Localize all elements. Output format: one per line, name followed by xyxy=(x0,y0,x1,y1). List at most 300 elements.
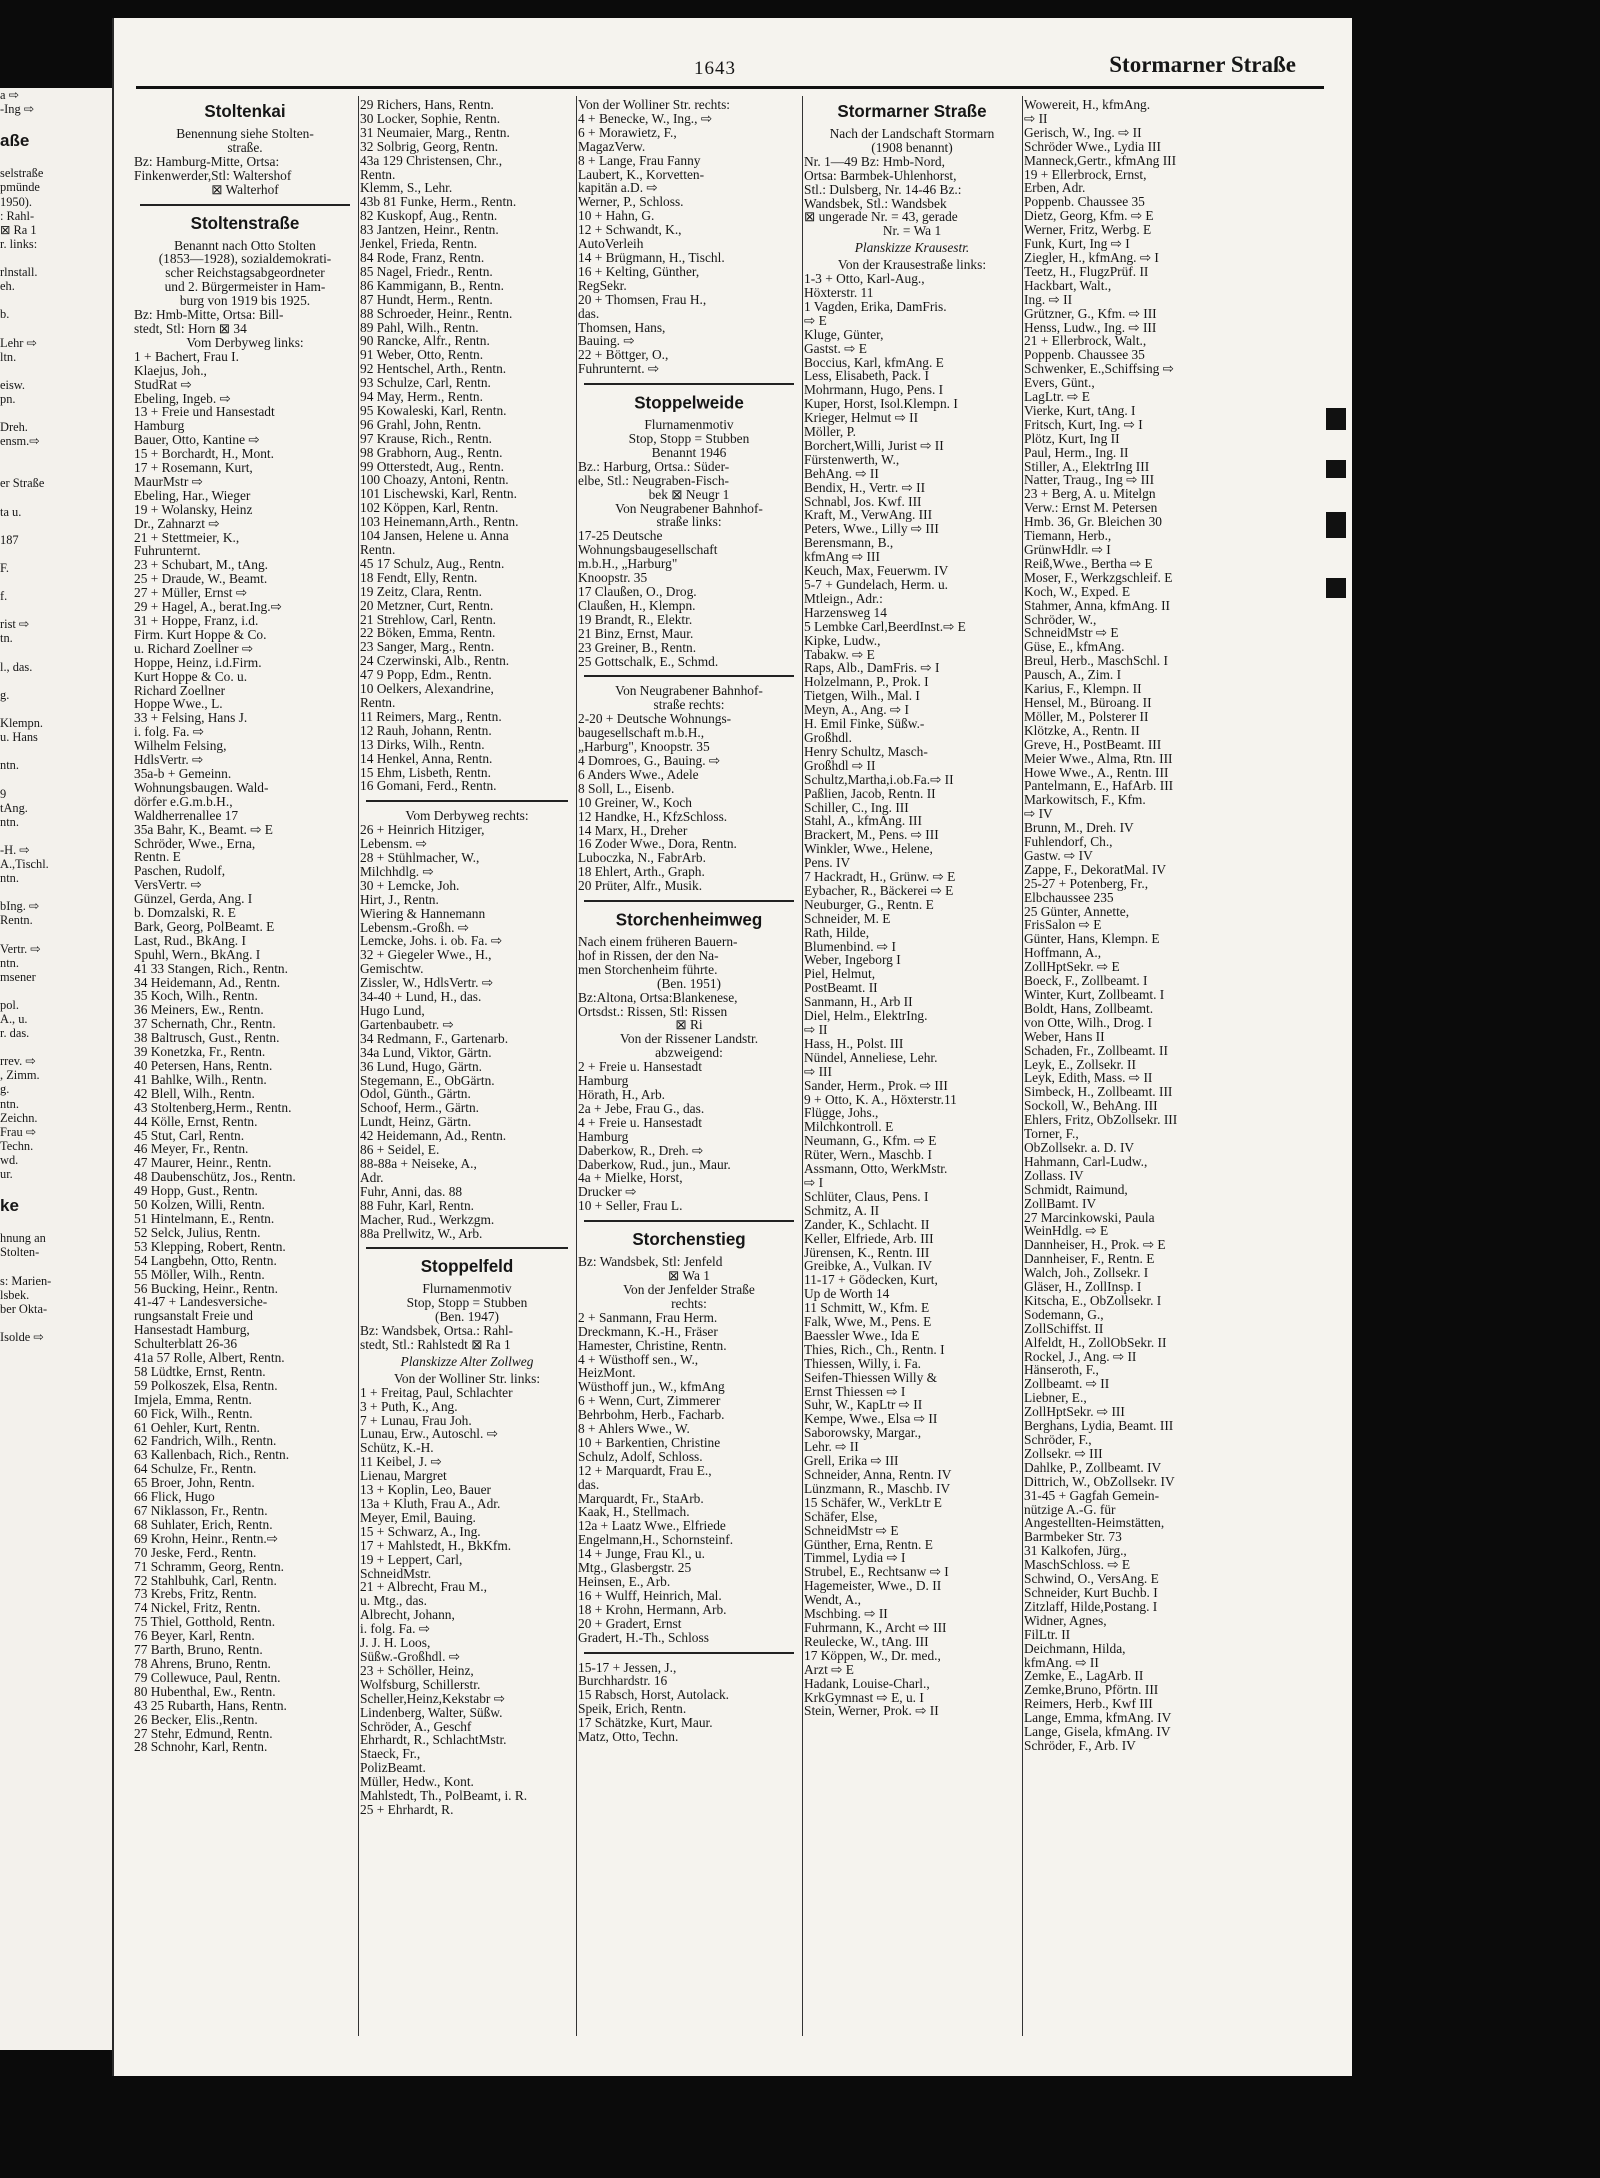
fragment-line: Dreh. xyxy=(0,420,28,435)
directory-entry: Keuch, Max, Feuerwm. IV xyxy=(804,563,949,579)
directory-entry: 20 + Gradert, Ernst xyxy=(578,1615,682,1631)
directory-entry: das. xyxy=(578,305,600,321)
directory-entry: Gastw. ⇨ IV xyxy=(1024,847,1093,863)
fragment-line: eh. xyxy=(0,279,15,294)
directory-entry: 48 Daubenschütz, Jos., Rentn. xyxy=(134,1169,296,1185)
directory-entry: Schäfer, Else, xyxy=(804,1508,878,1524)
directory-entry: Funk, Kurt, Ing ⇨ I xyxy=(1024,236,1130,252)
fragment-line: pn. xyxy=(0,391,16,406)
fragment-heading: ke xyxy=(0,1196,19,1216)
directory-entry: 8 + Ahlers Wwe., W. xyxy=(578,1421,690,1437)
directory-entry: 38 Baltrusch, Gust., Rentn. xyxy=(134,1030,280,1046)
directory-entry: 90 Rancke, Alfr., Rentn. xyxy=(360,333,490,349)
fragment-line: Techn. xyxy=(0,1138,34,1153)
directory-entry: Stahmer, Anna, kfmAng. II xyxy=(1024,597,1170,613)
directory-entry: Poppenb. Chaussee 35 xyxy=(1024,194,1145,210)
directory-entry: 31-45 + Gagfah Gemein- xyxy=(1024,1487,1160,1503)
directory-entry: Lienau, Margret xyxy=(360,1468,447,1484)
directory-entry: 31 Kalkofen, Jürg., xyxy=(1024,1543,1127,1559)
fragment-line: ntn. xyxy=(0,758,19,773)
directory-entry: „Harburg", Knoopstr. 35 xyxy=(578,739,710,755)
directory-entry: ZollHptSekr. ⇨ E xyxy=(1024,959,1120,975)
directory-entry: Weber, Hans II xyxy=(1024,1028,1105,1044)
directory-entry: KrkGymnast ⇨ E, u. I xyxy=(804,1689,924,1705)
directory-entry: Burchhardstr. 16 xyxy=(578,1673,668,1689)
directory-entry: Schoof, Herm., Gärtn. xyxy=(360,1100,479,1116)
directory-entry: Up de Worth 14 xyxy=(804,1286,890,1302)
directory-entry: 104 Jansen, Helene u. Anna xyxy=(360,528,509,544)
directory-entry: Güse, E., kfmAng. xyxy=(1024,639,1125,655)
directory-entry: 6 + Wenn, Curt, Zimmerer xyxy=(578,1393,721,1409)
directory-entry: Boldt, Hans, Zollbeamt. xyxy=(1024,1000,1154,1016)
directory-entry: Daberkow, Rud., jun., Maur. xyxy=(578,1156,731,1172)
directory-entry: 35 Koch, Wilh., Rentn. xyxy=(134,988,258,1004)
directory-entry: Fuhrmann, K., Archt ⇨ III xyxy=(804,1619,947,1635)
centered-note: rechts: xyxy=(671,1295,707,1311)
directory-entry: LagLtr. ⇨ E xyxy=(1024,389,1090,405)
directory-entry: 8 + Lange, Frau Fanny xyxy=(578,152,701,168)
fragment-line: A.,Tischl. xyxy=(0,856,49,871)
directory-entry: i. folg. Fa. ⇨ xyxy=(134,724,204,740)
directory-entry: 32 + Giegeler Wwe., H., xyxy=(360,947,492,963)
directory-entry: Kraft, M., VerwAng. III xyxy=(804,507,933,523)
directory-entry: Last, Rud., BkAng. I xyxy=(134,932,246,948)
directory-entry: 10 Greiner, W., Koch xyxy=(578,794,693,810)
directory-entry: Hoppe, Heinz, i.d.Firm. xyxy=(134,654,262,670)
fragment-line: rrev. ⇨ xyxy=(0,1054,36,1069)
directory-entry: Thies, Rich., Ch., Rentn. I xyxy=(804,1341,945,1357)
fragment-line xyxy=(0,1316,112,1330)
directory-entry: Mtg., Glasbergstr. 25 xyxy=(578,1560,692,1576)
directory-entry: HeizMont. xyxy=(578,1365,636,1381)
fragment-line: a ⇨ xyxy=(0,88,19,102)
directory-entry: Hoffmann, A., xyxy=(1024,945,1102,961)
directory-entry: Verw.: Ernst M. Petersen xyxy=(1024,500,1158,516)
directory-entry: Kipke, Ludw., xyxy=(804,632,881,648)
directory-entry: Hmb. 36, Gr. Bleichen 30 xyxy=(1024,514,1162,530)
directory-entry: Ehrhardt, R., SchlachtMstr. xyxy=(360,1732,507,1748)
directory-entry: 13 + Freie und Hansestadt xyxy=(134,404,275,420)
directory-entry: Imjela, Emma, Rentn. xyxy=(134,1391,252,1407)
directory-entry: 12 + Marquardt, Frau E., xyxy=(578,1462,712,1478)
directory-entry: Sodemann, G., xyxy=(1024,1306,1104,1322)
directory-entry: das. xyxy=(578,1476,600,1492)
directory-entry: Pausch, A., Zim. I xyxy=(1024,667,1122,683)
directory-entry: BehAng. ⇨ II xyxy=(804,465,879,481)
directory-entry: kapitän a.D. ⇨ xyxy=(578,180,658,196)
directory-entry: Sockoll, W., BehAng. III xyxy=(1024,1098,1158,1114)
directory-entry: Hörath, H., Arb. xyxy=(578,1087,666,1102)
section-rule xyxy=(584,675,794,677)
centered-note: (1908 benannt) xyxy=(871,139,953,155)
directory-entry: Neumann, G., Kfm. ⇨ E xyxy=(804,1133,937,1149)
fragment-line xyxy=(0,1181,112,1195)
column-3 xyxy=(578,98,800,2036)
column-2 xyxy=(360,98,574,2036)
centered-note: abzweigend: xyxy=(655,1045,723,1061)
directory-entry: Arzt ⇨ E xyxy=(804,1661,854,1677)
fragment-line: Klempn. xyxy=(0,716,44,731)
directory-entry: 23 Sanger, Marg., Rentn. xyxy=(360,639,495,655)
directory-entry: 88a Prellwitz, W., Arb. xyxy=(360,1225,483,1241)
fragment-line xyxy=(0,448,112,462)
fragment-line: ta u. xyxy=(0,504,22,519)
directory-entry: MaurMstr ⇨ xyxy=(134,473,203,489)
directory-entry: 23 + Schöller, Heinz, xyxy=(360,1662,474,1678)
directory-entry: Schlüter, Claus, Pens. I xyxy=(804,1188,929,1204)
centered-note: (Ben. 1951) xyxy=(657,975,721,991)
directory-entry: Less, Elisabeth, Pack. I xyxy=(804,368,929,384)
directory-entry: 40 Petersen, Hans, Rentn. xyxy=(134,1058,273,1073)
directory-entry: 11-17 + Gödecken, Kurt, xyxy=(804,1272,938,1288)
directory-entry: rungsanstalt Freie und xyxy=(134,1308,254,1324)
directory-entry: Mohrmann, Hugo, Pens. I xyxy=(804,382,944,398)
directory-entry: 27 Stehr, Edmund, Rentn. xyxy=(134,1725,273,1741)
directory-entry: 10 Oelkers, Alexandrine, xyxy=(360,681,494,697)
directory-entry: Hamburg xyxy=(134,418,185,434)
directory-entry: Kluge, Günter, xyxy=(804,326,884,342)
directory-entry: Markowitsch, F., Kfm. xyxy=(1024,792,1146,808)
directory-entry: ZollBamt. IV xyxy=(1024,1195,1097,1211)
directory-entry: Harzensweg 14 xyxy=(804,604,887,620)
directory-entry: Möller, M., Polsterer II xyxy=(1024,708,1149,724)
fragment-line: er Straße xyxy=(0,476,45,491)
directory-entry: Hoppe Wwe., L. xyxy=(134,696,223,712)
directory-entry: Neuburger, G., Rentn. E xyxy=(804,896,934,912)
directory-entry: 29 + Hagel, A., berat.Ing.⇨ xyxy=(134,599,282,615)
directory-entry: SchneidMstr ⇨ E xyxy=(804,1522,899,1538)
directory-entry: dörfer e.G.m.b.H., xyxy=(134,793,233,809)
directory-entry: Ortsdst.: Rissen, Stl: Rissen xyxy=(578,1003,728,1019)
directory-entry: 42 Heidemann, Ad., Rentn. xyxy=(360,1128,507,1144)
fragment-line: 187 xyxy=(0,532,19,547)
directory-entry: 17 + Rosemann, Kurt, xyxy=(134,460,253,476)
centered-note: Stop, Stopp = Stubben xyxy=(406,1295,528,1311)
directory-entry: 14 Marx, H., Dreher xyxy=(578,822,688,838)
directory-entry: Zollbeamt. ⇨ II xyxy=(1024,1376,1110,1392)
directory-entry: 42 Blell, Wilh., Rentn. xyxy=(134,1085,255,1101)
fragment-line xyxy=(0,1040,112,1054)
directory-entry: Bz:Altona, Ortsa:Blankenese, xyxy=(578,989,738,1005)
directory-entry: Gläser, H., ZollInsp. I xyxy=(1024,1279,1142,1295)
directory-entry: Plötz, Kurt, Ing II xyxy=(1024,430,1120,446)
centered-note: straße rechts: xyxy=(653,697,725,713)
directory-entry: 9 + Otto, K. A., Höxterstr.11 xyxy=(804,1091,957,1107)
directory-entry: Wohnungsbaugen. Wald- xyxy=(134,779,269,795)
directory-entry: Bz: Hamburg-Mitte, Ortsa: xyxy=(134,153,280,169)
directory-entry: Kempe, Wwe., Elsa ⇨ II xyxy=(804,1411,938,1427)
directory-entry: 18 + Krohn, Hermann, Arb. xyxy=(578,1601,727,1617)
directory-entry: hof in Rissen, der den Na- xyxy=(578,947,719,963)
fragment-line: -Ing ⇨ xyxy=(0,102,35,117)
fragment-line: ensm.⇨ xyxy=(0,434,40,449)
directory-entry: 18 Ehlert, Arth., Graph. xyxy=(578,864,705,880)
directory-entry: 21 Strehlow, Carl, Rentn. xyxy=(360,611,496,627)
directory-entry: StudRat ⇨ xyxy=(134,376,192,392)
fragment-line: ntn. xyxy=(0,1096,19,1111)
fragment-line xyxy=(0,1260,112,1274)
directory-entry: 75 Thiel, Gotthold, Rentn. xyxy=(134,1614,276,1630)
directory-entry: Schröder, F., xyxy=(1024,1432,1092,1447)
fragment-line: eisw. xyxy=(0,377,26,392)
directory-entry: FrisSalon ⇨ E xyxy=(1024,917,1102,933)
directory-entry: Nr. 1—49 Bz: Hmb-Nord, xyxy=(804,153,945,169)
directory-entry: 30 Locker, Sophie, Rentn. xyxy=(360,110,501,126)
directory-entry: 27 Marcinkowski, Paula xyxy=(1024,1209,1155,1225)
directory-entry: 39 Konetzka, Fr., Rentn. xyxy=(134,1044,266,1060)
directory-entry: 15 Schäfer, W., VerkLtr E xyxy=(804,1494,942,1510)
centered-note: scher Reichstagsabgeordneter xyxy=(165,265,325,281)
directory-entry: Zemke, E., LagArb. II xyxy=(1024,1668,1144,1684)
directory-entry: Tietgen, Wilh., Mal. I xyxy=(804,688,920,704)
directory-entry: Schmitz, A. II xyxy=(804,1202,880,1218)
directory-entry: Pantelmann, E., HafArb. III xyxy=(1024,778,1174,794)
directory-entry: Fuhrunternt. ⇨ xyxy=(578,361,660,377)
directory-entry: Wilhelm Felsing, xyxy=(134,738,227,754)
directory-entry: 64 Schulze, Fr., Rentn. xyxy=(134,1461,257,1477)
directory-entry: Dannheiser, H., Prok. ⇨ E xyxy=(1024,1237,1166,1253)
directory-entry: Wolfsburg, Schillerstr. xyxy=(360,1676,481,1692)
directory-entry: 19 Zeitz, Clara, Rentn. xyxy=(360,583,482,599)
directory-entry: Brackert, M., Pens. ⇨ III xyxy=(804,827,939,843)
directory-entry: 47 9 Popp, Edm., Rentn. xyxy=(360,667,492,683)
directory-entry: Matz, Otto, Techn. xyxy=(578,1729,679,1745)
directory-entry: Tiemann, Herb., xyxy=(1024,528,1112,544)
fragment-line: b. xyxy=(0,307,10,322)
directory-entry: Knoopstr. 35 xyxy=(578,570,648,586)
directory-entry: Schiller, C., Ing. III xyxy=(804,799,909,815)
directory-entry: Mtleign., Adr.: xyxy=(804,590,883,606)
fragment-line xyxy=(0,829,112,843)
directory-entry: Engelmann,H., Schornsteinf. xyxy=(578,1532,734,1548)
section-rule xyxy=(366,800,568,802)
fragment-line: l., das. xyxy=(0,659,33,674)
directory-entry: Gastst. ⇨ E xyxy=(804,340,867,356)
directory-entry: elbe, Stl.: Neugraben-Fisch- xyxy=(578,472,729,488)
directory-entry: Dietz, Georg, Kfm. ⇨ E xyxy=(1024,208,1154,224)
directory-entry: 43b 81 Funke, Herm., Rentn. xyxy=(360,194,517,210)
directory-entry: Piel, Helmut, xyxy=(804,966,876,982)
directory-entry: 96 Grahl, John, Rentn. xyxy=(360,416,482,432)
header-rule xyxy=(136,86,1324,89)
directory-entry: 2-20 + Deutsche Wohnungs- xyxy=(578,711,732,727)
directory-entry: 95 Kowaleski, Karl, Rentn. xyxy=(360,402,507,418)
fragment-line xyxy=(0,744,112,758)
directory-entry: Paßlien, Jacob, Rentn. II xyxy=(804,785,936,801)
street-heading: Stoltenstraße xyxy=(190,213,300,233)
directory-entry: Lundt, Heinz, Gärtn. xyxy=(360,1114,472,1130)
directory-entry: 23 Greiner, B., Rentn. xyxy=(578,639,697,655)
directory-entry: Hagemeister, Wwe., D. II xyxy=(804,1578,942,1594)
directory-entry: Klemm, S., Lehr. xyxy=(360,180,453,196)
directory-entry: 47 Maurer, Heinr., Rentn. xyxy=(134,1155,272,1171)
directory-entry: 1 Vagden, Erika, DamFris. xyxy=(804,298,947,314)
directory-entry: 73 Krebs, Fritz, Rentn. xyxy=(134,1586,257,1602)
directory-entry: Elbchaussee 235 xyxy=(1024,889,1114,905)
directory-page xyxy=(112,18,1354,2076)
directory-entry: Werner, P., Schloss. xyxy=(578,194,684,210)
fragment-line xyxy=(0,251,112,265)
fragment-line: selstraße xyxy=(0,166,44,181)
directory-entry: 15 Rabsch, Horst, Autolack. xyxy=(578,1687,729,1703)
directory-entry: 10 + Seller, Frau L. xyxy=(578,1198,683,1214)
directory-entry: Schneider, Kurt Buchb. I xyxy=(1024,1584,1158,1600)
centered-note: und 2. Bürgermeister in Ham- xyxy=(164,279,326,295)
directory-entry: 31 Neumaier, Marg., Rentn. xyxy=(360,124,510,140)
directory-entry: Albrecht, Johann, xyxy=(360,1607,455,1623)
directory-entry: 28 Schnohr, Karl, Rentn. xyxy=(134,1739,268,1755)
directory-entry: 7 Hackradt, H., Grünw. ⇨ E xyxy=(804,869,956,885)
directory-entry: 21 Binz, Ernst, Maur. xyxy=(578,625,694,641)
directory-entry: Widner, Agnes, xyxy=(1024,1612,1107,1628)
directory-entry: Höxterstr. 11 xyxy=(804,284,874,300)
directory-entry: nützige A.-G. für xyxy=(1024,1501,1116,1517)
directory-entry: 72 Stahlbuhk, Carl, Rentn. xyxy=(134,1572,277,1588)
directory-entry: 1 + Freitag, Paul, Schlachter xyxy=(360,1384,513,1400)
directory-entry: Peters, Wwe., Lilly ⇨ III xyxy=(804,521,939,537)
directory-entry: Bz: Wandsbek, Stl: Jenfeld xyxy=(578,1254,723,1270)
fragment-line: bIng. ⇨ xyxy=(0,899,40,914)
directory-entry: 43 25 Rubarth, Hans, Rentn. xyxy=(134,1697,287,1713)
fragment-line: lsbek. xyxy=(0,1287,30,1302)
fragment-line: ltn. xyxy=(0,349,17,364)
directory-entry: Rentn. xyxy=(360,166,396,182)
directory-entry: Milchhdlg. ⇨ xyxy=(360,863,434,879)
directory-entry: Hamester, Christine, Rentn. xyxy=(578,1337,727,1353)
directory-entry: PostBeamt. II xyxy=(804,980,878,996)
directory-entry: Schultz,Martha,i.ob.Fa.⇨ II xyxy=(804,771,954,787)
fragment-heading: aße xyxy=(0,131,30,151)
directory-entry: ⇨ IV xyxy=(1024,806,1053,822)
directory-entry: Boccius, Karl, kfmAng. E xyxy=(804,354,944,370)
directory-entry: Finkenwerder,Stl: Waltershof xyxy=(134,167,292,183)
directory-entry: Hirt, J., Rentn. xyxy=(360,891,439,907)
directory-entry: 25-27 + Potenberg, Fr., xyxy=(1024,875,1149,891)
directory-entry: Lange, Gisela, kfmAng. IV xyxy=(1024,1724,1171,1740)
street-heading: Stoltenkai xyxy=(204,101,286,122)
directory-entry: 78 Ahrens, Bruno, Rentn. xyxy=(134,1655,271,1671)
directory-entry: Greibke, A., Vulkan. IV xyxy=(804,1258,932,1274)
directory-entry: Hänseroth, F., xyxy=(1024,1362,1099,1378)
directory-entry: ZollHptSekr. ⇨ III xyxy=(1024,1404,1125,1420)
directory-entry: Saborowsky, Margar., xyxy=(804,1425,922,1441)
directory-entry: Rentn. xyxy=(360,694,396,710)
directory-entry: Rockel, J., Ang. ⇨ II xyxy=(1024,1348,1137,1364)
directory-entry: Schütz, K.-H. xyxy=(360,1440,434,1456)
directory-entry: Karius, F., Klempn. II xyxy=(1024,681,1142,697)
column-1 xyxy=(134,98,356,2036)
directory-entry: Dreckmann, K.-H., Fräser xyxy=(578,1323,718,1339)
fragment-line xyxy=(0,772,112,786)
directory-entry: 80 Hubenthal, Ew., Rentn. xyxy=(134,1683,276,1699)
directory-entry: Werner, Fritz, Werbg. E xyxy=(1024,222,1152,238)
directory-entry: 87 Hundt, Herm., Rentn. xyxy=(360,291,493,307)
directory-entry: 17 Schätzke, Kurt, Maur. xyxy=(578,1715,713,1731)
directory-entry: Meyer, Emil, Bauing. xyxy=(360,1509,476,1525)
directory-entry: 85 Nagel, Friedr., Rentn. xyxy=(360,263,493,279)
directory-entry: Zander, K., Schlacht. II xyxy=(804,1216,930,1232)
directory-entry: 69 Krohn, Heinr., Rentn.⇨ xyxy=(134,1530,278,1546)
directory-entry: ⇨ I xyxy=(804,1174,824,1190)
centered-note: Von Neugrabener Bahnhof- xyxy=(615,683,763,699)
centered-note: ⊠ Ri xyxy=(675,1017,703,1033)
directory-entry: 98 Grabhorn, Aug., Rentn. xyxy=(360,444,503,460)
directory-entry: Günther, Erna, Rentn. E xyxy=(804,1536,933,1552)
fragment-line: r. das. xyxy=(0,1026,30,1041)
directory-entry: Falk, Wwe, M., Pens. E xyxy=(804,1314,932,1330)
directory-entry: MagazVerw. xyxy=(578,138,646,154)
directory-entry: Kurt Hoppe & Co. u. xyxy=(134,668,248,684)
directory-entry: 1 + Bachert, Frau I. xyxy=(134,348,239,364)
directory-entry: u. Mtg., das. xyxy=(360,1593,427,1609)
fragment-line: g. xyxy=(0,1082,10,1097)
directory-entry: Daberkow, R., Dreh. ⇨ xyxy=(578,1142,704,1158)
directory-entry: Heinsen, E., Arb. xyxy=(578,1574,671,1589)
directory-entry: 5 Lembke Carl,BeerdInst.⇨ E xyxy=(804,618,966,634)
directory-entry: 29 Richers, Hans, Rentn. xyxy=(360,98,494,112)
directory-entry: Eybacher, R., Bäckerei ⇨ E xyxy=(804,882,954,898)
directory-entry: Lunau, Erw., Autoschl. ⇨ xyxy=(360,1426,498,1442)
directory-entry: Hamburg xyxy=(578,1073,629,1089)
directory-entry: 12 Rauh, Johann, Rentn. xyxy=(360,722,492,738)
directory-entry: Ebeling, Ingeb. ⇨ xyxy=(134,390,231,406)
fragment-line: rlnstall. xyxy=(0,265,38,280)
directory-entry: Hadank, Louise-Charl., xyxy=(804,1675,930,1691)
directory-entry: 86 + Seidel, E. xyxy=(360,1142,440,1158)
fragment-line xyxy=(0,321,112,335)
directory-entry: Angestellten-Heimstätten, xyxy=(1024,1515,1165,1531)
directory-entry: 63 Kallenbach, Rich., Rentn. xyxy=(134,1447,290,1463)
directory-entry: 99 Otterstedt, Aug., Rentn. xyxy=(360,458,504,474)
directory-entry: Thiessen, Willy, i. Fa. xyxy=(804,1355,921,1371)
directory-entry: 70 Jeske, Ferd., Rentn. xyxy=(134,1544,257,1560)
section-rule xyxy=(584,383,794,385)
fragment-line: u. Hans xyxy=(0,730,38,745)
directory-entry: Hass, H., Polst. III xyxy=(804,1035,904,1051)
directory-entry: Bz.: Harburg, Ortsa.: Süder- xyxy=(578,458,730,474)
directory-entry: Hamburg xyxy=(578,1128,629,1144)
street-heading: Stormarner Straße xyxy=(837,101,987,122)
directory-entry: Berghans, Lydia, Beamt. III xyxy=(1024,1418,1174,1434)
directory-entry: Ing. ⇨ II xyxy=(1024,291,1073,307)
directory-entry: 22 Böken, Emma, Rentn. xyxy=(360,625,496,641)
directory-entry: Von der Wolliner Str. rechts: xyxy=(578,98,731,112)
column-divider xyxy=(358,96,359,2036)
directory-entry: 97 Krause, Rich., Rentn. xyxy=(360,430,493,446)
directory-entry: 101 Lischewski, Karl, Rentn. xyxy=(360,486,517,502)
directory-entry: Raps, Alb., DamFris. ⇨ I xyxy=(804,660,940,676)
directory-entry: Marquardt, Fr., StaArb. xyxy=(578,1490,704,1506)
directory-entry: Spuhl, Wern., BkAng. I xyxy=(134,946,261,962)
directory-entry: J. J. H. Loos, xyxy=(360,1635,431,1651)
directory-entry: Wendt, A., xyxy=(804,1592,861,1608)
directory-entry: 20 Prüter, Alfr., Musik. xyxy=(578,878,703,894)
directory-entry: Koch, W., Exped. E xyxy=(1024,583,1130,599)
directory-entry: H. Emil Finke, Süßw.- xyxy=(804,716,925,732)
street-heading: Storchenstieg xyxy=(632,1229,746,1250)
fragment-line: ber Okta- xyxy=(0,1301,48,1316)
directory-entry: 19 + Wolansky, Heinz xyxy=(134,501,253,517)
directory-entry: Winter, Kurt, Zollbeamt. I xyxy=(1024,987,1165,1002)
directory-entry: Brunn, M., Dreh. IV xyxy=(1024,820,1134,836)
fragment-line: : Rahl- xyxy=(0,208,35,223)
directory-entry: 61 Oehler, Kurt, Rentn. xyxy=(134,1419,260,1435)
directory-entry: HdlsVertr. ⇨ xyxy=(134,752,204,768)
directory-entry: 31 + Hoppe, Franz, i.d. xyxy=(134,613,259,628)
directory-entry: Dannheiser, F., Rentn. E xyxy=(1024,1251,1155,1267)
directory-entry: Liebner, E., xyxy=(1024,1390,1087,1406)
directory-entry: Bauer, Otto, Kantine ⇨ xyxy=(134,432,260,448)
